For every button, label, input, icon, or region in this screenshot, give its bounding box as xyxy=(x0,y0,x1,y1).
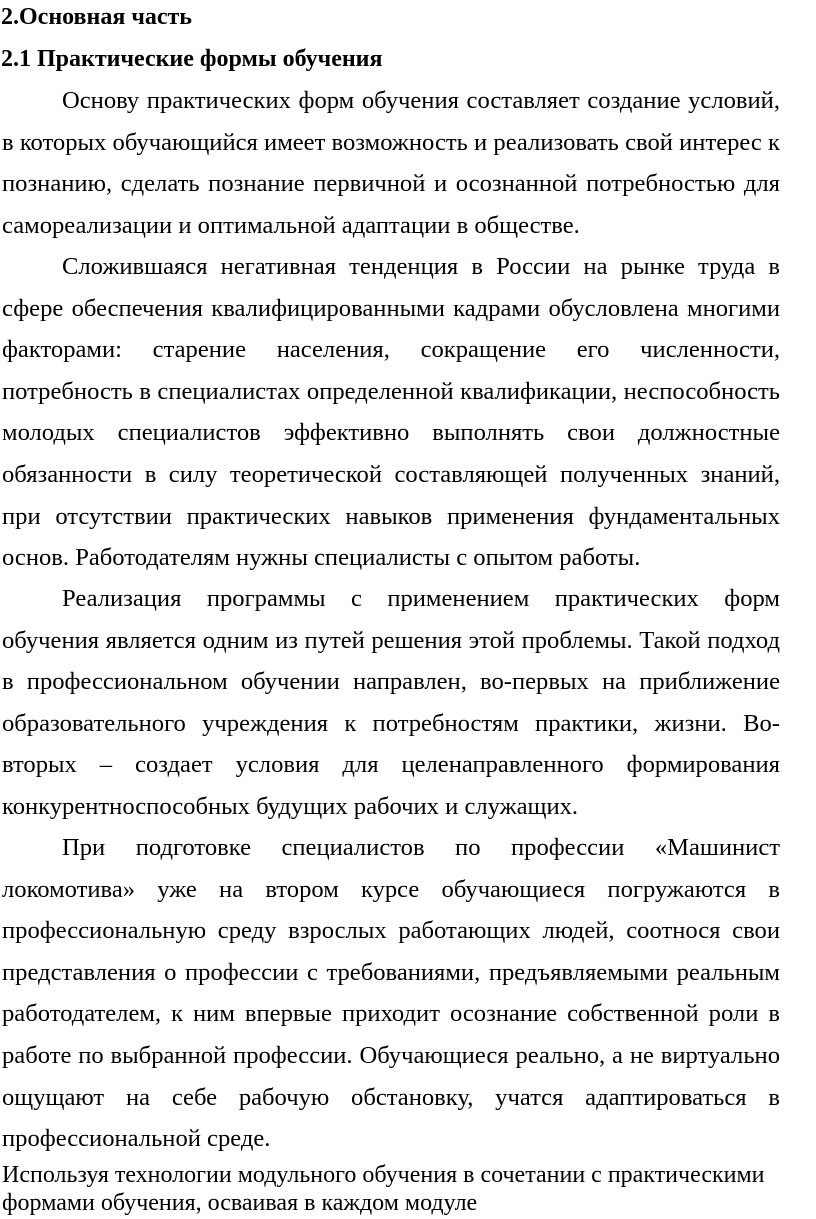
paragraph-practical-forms-basis: Основу практических форм обучения составляет создание условий, в которых обучающийся имеет возможность и реализовать свой интерес к познанию, сделать познание первичной и осознанной потребностью для самореализации и оптимальной адаптации в обществе. xyxy=(2,87,780,239)
paragraph-labor-market-tendency: Сложившаяся негативная тенденция в России на рынке труда в сфере обеспечения квалифицированными кадрами обусловлена многими факторами: старение населения, сокращение его численности, потребность в специалистах определенной квалификации, неспособность молодых специалистов эффективно выполнять свои должностные обязанности в силу теоретической составляющей полученных знаний, при отсутствии практических навыков применения фундаментальных основ. Работодателям нужны специалисты с опытом работы. xyxy=(2,253,780,572)
trailing-paragraph: Используя технологии модульного обучения в сочетании с практическими формами обучения, осваивая в каждом модуле xyxy=(2,1162,765,1216)
section-title: 2.Основная часть xyxy=(1,4,192,30)
paragraph-program-implementation: Реализация программы с применением практических форм обучения является одним из путей решения этой проблемы. Такой подход в профессиональном обучении направлен, во-первых на приближение образовательного учреждения к потребностям практики, жизни. Во-вторых – создает условия для целенаправленного формирования конкурентноспособных будущих рабочих и служащих. xyxy=(2,585,780,820)
paragraph-locomotive-driver-training: При подготовке специалистов по профессии «Машинист локомотива» уже на втором курсе обучающиеся погружаются в профессиональную среду взрослых работающих людей, соотнося свои представления о профессии с требованиями, предъявляемыми реальным работодателем, к ним впервые приходит осознание собственной роли в работе по выбранной профессии. Обучающиеся реально, а не виртуально ощущают на себе рабочую обстановку, учатся адаптироваться в профессиональной среде. xyxy=(2,834,780,1153)
subsection-title: 2.1 Практические формы обучения xyxy=(1,46,383,72)
